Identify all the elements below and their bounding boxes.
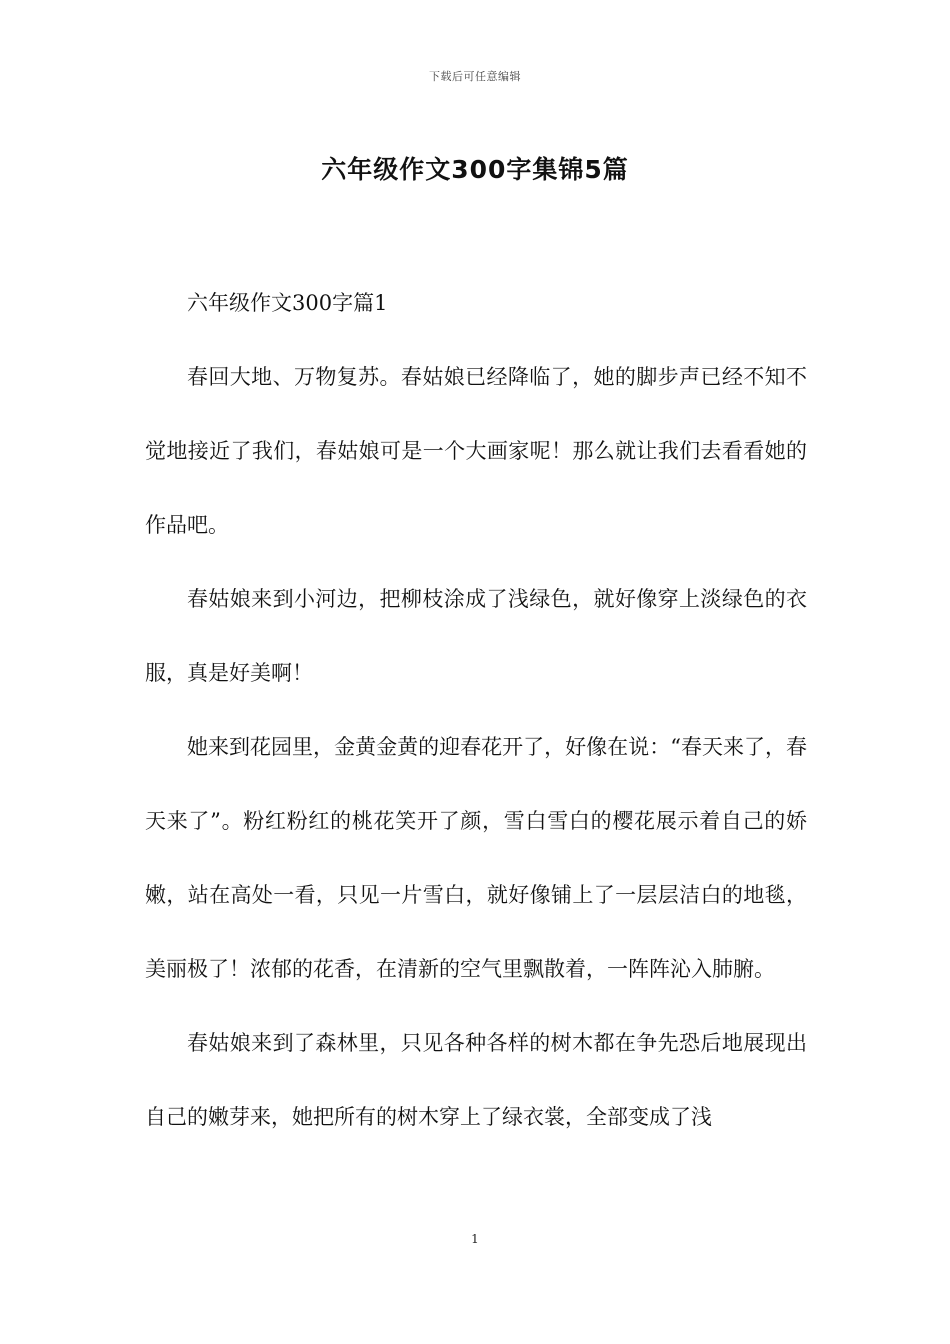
page-number: 1	[471, 1232, 479, 1246]
document-body	[145, 266, 807, 1154]
section-heading: 六年级作文300字篇1	[187, 291, 388, 315]
paragraph-1: 春回大地、万物复苏。春姑娘已经降临了，她的脚步声已经不知不觉地接近了我们，春姑娘可是一个大画家呢！那么就让我们去看看她的作品吧。	[145, 365, 807, 537]
header-note: 下载后可任意编辑	[429, 70, 521, 83]
paragraph-3: 她来到花园里，金黄金黄的迎春花开了，好像在说：“春天来了，春天来了”。粉红粉红的桃花笑开了颜，雪白雪白的樱花展示着自己的娇嫩，站在高处一看，只见一片雪白，就好像铺上了一层层洁白的地毯，美丽极了！浓郁的花香，在清新的空气里飘散着，一阵阵沁入肺腑。	[145, 735, 807, 981]
document-title: 六年级作文300字集锦5篇	[321, 155, 629, 184]
paragraph-4: 春姑娘来到了森林里，只见各种各样的树木都在争先恐后地展现出自己的嫩芽来，她把所有的树木穿上了绿衣裳，全部变成了浅	[145, 1031, 807, 1129]
paragraph-2: 春姑娘来到小河边，把柳枝涂成了浅绿色，就好像穿上淡绿色的衣服，真是好美啊！	[145, 587, 807, 685]
